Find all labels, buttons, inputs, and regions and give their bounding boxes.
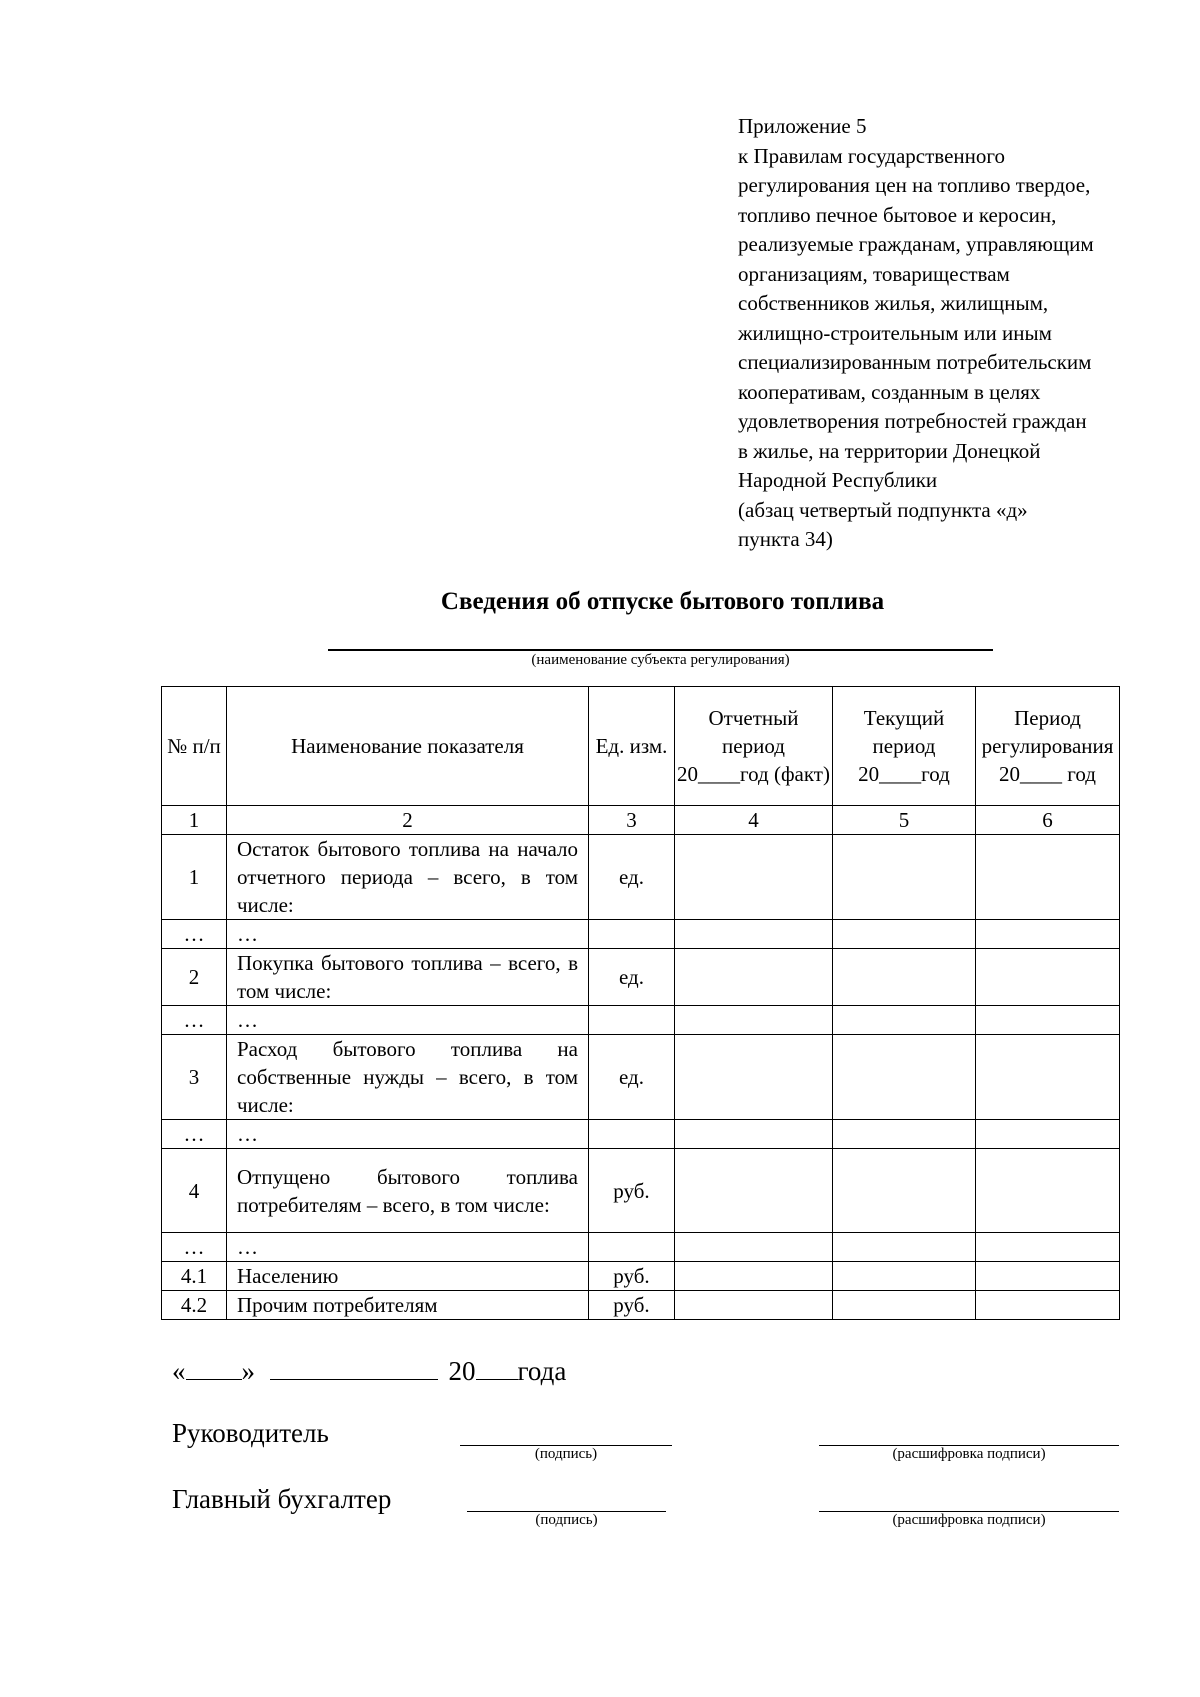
table-row xyxy=(162,1006,1120,1035)
table-row xyxy=(162,1262,1120,1291)
row-unit: руб. xyxy=(589,1262,675,1291)
row-number: … xyxy=(162,1233,227,1262)
row-number: 2 xyxy=(162,949,227,1006)
row-number: 4 xyxy=(162,1149,227,1233)
document-title: Сведения об отпуске бытового топлива xyxy=(440,588,885,615)
row-unit xyxy=(589,1233,675,1262)
header-cell-unit: Ед. изм. xyxy=(589,687,675,806)
table-row xyxy=(162,949,1120,1006)
row-unit: руб. xyxy=(589,1149,675,1233)
row-indicator-name: Отпущено бытового топлива потребителям – всего, в том числе: xyxy=(227,1149,589,1233)
value-cell[interactable] xyxy=(675,1006,833,1035)
header-cell-reporting-period: Отчетный период 20____год (факт) xyxy=(675,687,833,806)
column-number: 3 xyxy=(589,806,675,835)
appendix-line: (абзац четвертый подпункта «д» xyxy=(738,497,1028,522)
value-cell[interactable] xyxy=(976,1149,1120,1233)
appendix-line: организациям, товариществам xyxy=(738,261,1010,286)
table-row xyxy=(162,920,1120,949)
appendix-line: регулирования цен на топливо твердое, xyxy=(738,173,1091,197)
value-cell[interactable] xyxy=(976,1006,1120,1035)
row-unit xyxy=(589,1120,675,1149)
row-indicator-name: … xyxy=(227,1006,589,1035)
value-cell[interactable] xyxy=(833,949,976,1006)
header-cell-regulation-period: Период регулирования 20____ год xyxy=(976,687,1120,806)
subject-name-field[interactable] xyxy=(328,649,993,651)
subject-name-caption: (наименование субъекта регулирования) xyxy=(531,652,790,668)
table-column-numbers-row xyxy=(162,806,1120,835)
row-unit: ед. xyxy=(589,835,675,920)
value-cell[interactable] xyxy=(833,1291,976,1320)
appendix-line: пункта 34) xyxy=(738,527,833,551)
row-indicator-name: Расход бытового топлива на собственные нужды – всего, в том числе: xyxy=(227,1035,589,1120)
row-unit xyxy=(589,1006,675,1035)
appendix-line: собственников жилья, жилищным, xyxy=(738,291,1049,315)
appendix-line: Приложение 5 xyxy=(738,114,867,138)
row-indicator-name: Остаток бытового топлива на начало отчетного периода – всего, в том числе: xyxy=(227,835,589,920)
head-label: Руководитель xyxy=(172,1418,329,1448)
row-indicator-name: Прочим потребителям xyxy=(227,1291,589,1320)
row-number: … xyxy=(162,920,227,949)
table-row xyxy=(162,1035,1120,1120)
value-cell[interactable] xyxy=(833,1233,976,1262)
appendix-line: Народной Республики xyxy=(738,468,938,492)
row-unit: ед. xyxy=(589,949,675,1006)
table-row xyxy=(162,1291,1120,1320)
appendix-line: удовлетворения потребностей граждан xyxy=(738,409,1087,433)
value-cell[interactable] xyxy=(833,835,976,920)
month-field[interactable] xyxy=(270,1353,438,1380)
row-unit: ед. xyxy=(589,1035,675,1120)
value-cell[interactable] xyxy=(976,1035,1120,1120)
value-cell[interactable] xyxy=(976,949,1120,1006)
appendix-line: реализуемые гражданам, управляющим xyxy=(738,232,1094,256)
row-indicator-name: Покупка бытового топлива – всего, в том числе: xyxy=(227,949,589,1006)
appendix-line: кооперативам, созданным в целях xyxy=(738,379,1041,404)
value-cell[interactable] xyxy=(833,1006,976,1035)
row-indicator-name: … xyxy=(227,1120,589,1149)
day-field[interactable] xyxy=(186,1353,242,1380)
value-cell[interactable] xyxy=(833,1035,976,1120)
column-number: 1 xyxy=(162,806,227,835)
fuel-release-table xyxy=(161,686,1120,1320)
year-field[interactable] xyxy=(476,1353,518,1380)
row-unit: руб. xyxy=(589,1291,675,1320)
accountant-label: Главный бухгалтер xyxy=(172,1484,392,1514)
value-cell[interactable] xyxy=(976,1120,1120,1149)
appendix-line: к Правилам государственного xyxy=(738,143,1005,168)
header-cell-current-period: Текущий период 20____год xyxy=(833,687,976,806)
value-cell[interactable] xyxy=(675,1262,833,1291)
appendix-line: в жилье, на территории Донецкой xyxy=(738,438,1041,463)
appendix-line: специализированным потребительским xyxy=(738,350,1092,374)
appendix-line: топливо печное бытовое и керосин, xyxy=(738,202,1057,227)
head-signature-caption: (подпись) xyxy=(534,1446,598,1462)
appendix-line: жилищно-строительным или иным xyxy=(738,320,1052,345)
table-header-row xyxy=(162,687,1120,806)
value-cell[interactable] xyxy=(675,920,833,949)
header-cell-indicator: Наименование показателя xyxy=(227,687,589,806)
row-number: … xyxy=(162,1006,227,1035)
row-indicator-name: … xyxy=(227,1233,589,1262)
year-prefix: 20 xyxy=(448,1356,476,1386)
appendix-reference xyxy=(738,112,1138,555)
value-cell[interactable] xyxy=(675,1035,833,1120)
table-row xyxy=(162,1120,1120,1149)
table-row xyxy=(162,835,1120,920)
column-number: 4 xyxy=(675,806,833,835)
value-cell[interactable] xyxy=(976,1291,1120,1320)
value-cell[interactable] xyxy=(675,949,833,1006)
column-number: 5 xyxy=(833,806,976,835)
accountant-decode-caption: (расшифровка подписи) xyxy=(892,1512,1046,1528)
value-cell[interactable] xyxy=(976,1262,1120,1291)
value-cell[interactable] xyxy=(675,1291,833,1320)
value-cell[interactable] xyxy=(675,1149,833,1233)
value-cell[interactable] xyxy=(833,1120,976,1149)
column-number: 6 xyxy=(976,806,1120,835)
value-cell[interactable] xyxy=(976,1233,1120,1262)
year-suffix: года xyxy=(517,1356,567,1386)
date-line xyxy=(172,1353,566,1387)
row-number: 4.2 xyxy=(162,1291,227,1320)
row-indicator-name: Населению xyxy=(227,1262,589,1291)
value-cell[interactable] xyxy=(675,1120,833,1149)
row-unit xyxy=(589,920,675,949)
row-number: … xyxy=(162,1120,227,1149)
table-row xyxy=(162,1233,1120,1262)
date-open-quote: « xyxy=(172,1356,186,1386)
row-indicator-name: … xyxy=(227,920,589,949)
row-number: 4.1 xyxy=(162,1262,227,1291)
value-cell[interactable] xyxy=(833,920,976,949)
row-number: 3 xyxy=(162,1035,227,1120)
table-row xyxy=(162,1149,1120,1233)
header-cell-number: № п/п xyxy=(162,687,227,806)
accountant-signature-caption: (подпись) xyxy=(535,1512,598,1528)
value-cell[interactable] xyxy=(976,920,1120,949)
value-cell[interactable] xyxy=(675,835,833,920)
date-close-quote: » xyxy=(241,1356,255,1386)
head-decode-caption: (расшифровка подписи) xyxy=(892,1446,1046,1462)
value-cell[interactable] xyxy=(833,1262,976,1291)
column-number: 2 xyxy=(227,806,589,835)
value-cell[interactable] xyxy=(833,1149,976,1233)
row-number: 1 xyxy=(162,835,227,920)
value-cell[interactable] xyxy=(976,835,1120,920)
value-cell[interactable] xyxy=(675,1233,833,1262)
